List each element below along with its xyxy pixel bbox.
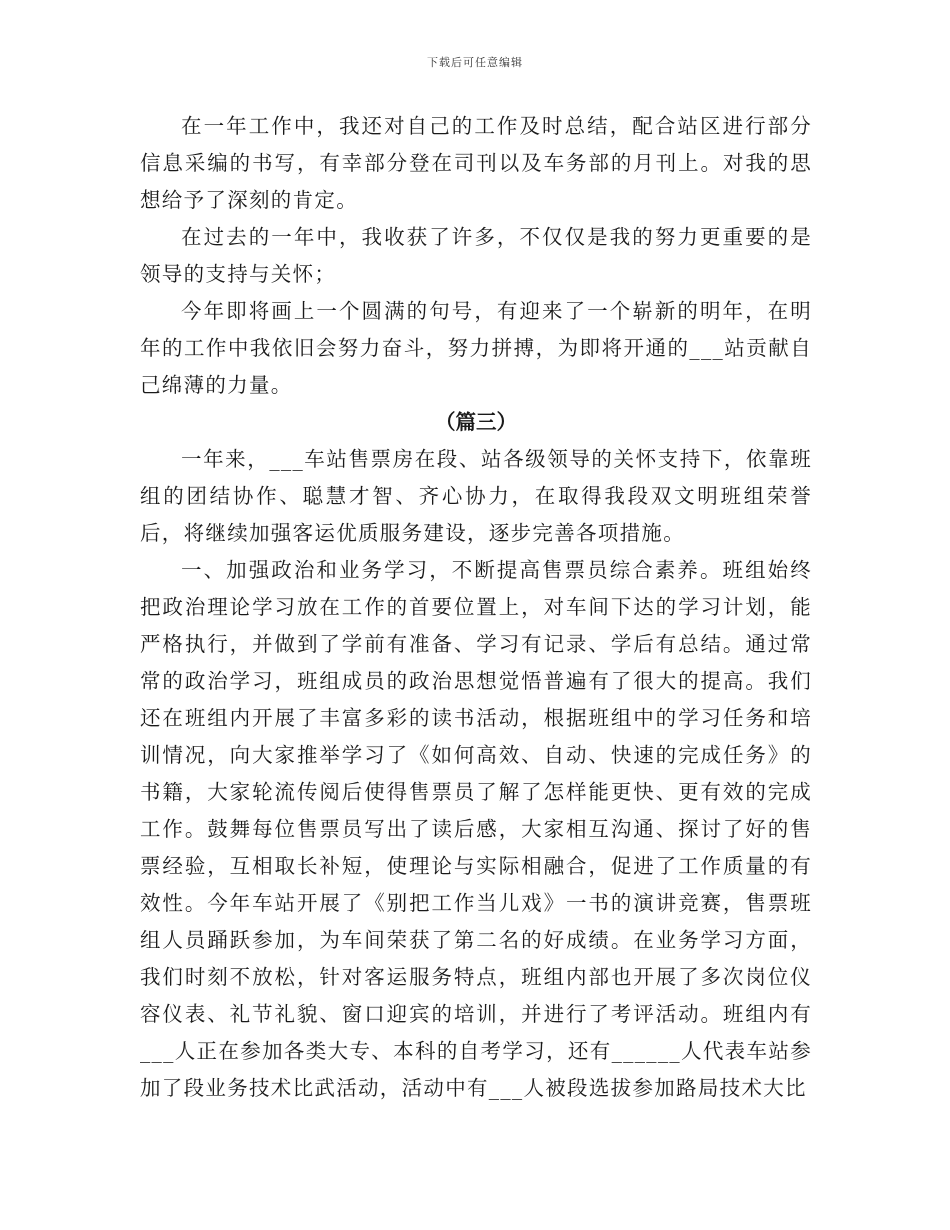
section-title: （篇三） bbox=[435, 410, 517, 434]
page-header: 下载后可任意编辑 bbox=[427, 56, 523, 69]
document-body bbox=[140, 108, 812, 1107]
paragraph-next-year: 今年即将画上一个圆满的句号，有迎来了一个崭新的明年，在明年的工作中我依旧会努力奋斗，努力拼搏，为即将开通的___站贡献自己绵薄的力量。 bbox=[140, 299, 812, 397]
paragraph-study: 一、加强政治和业务学习，不断提高售票员综合素养。班组始终把政治理论学习放在工作的首要位置上，对车间下达的学习计划，能严格执行，并做到了学前有准备、学习有记录、学后有总结。通过常常的政治学习，班组成员的政治思想觉悟普遍有了很大的提高。我们还在班组内开展了丰富多彩的读书活动，根据班组中的学习任务和培训情况，向大家推举学习了《如何高效、自动、快速的完成任务》的书籍，大家轮流传阅后使得售票员了解了怎样能更快、更有效的完成工作。鼓舞每位售票员写出了读后感，大家相互沟通、探讨了好的售票经验，互相取长补短，使理论与实际相融合，促进了工作质量的有效性。今年车站开展了《别把工作当儿戏》一书的演讲竞赛，售票班组人员踊跃参加，为车间荣获了第二名的好成绩。在业务学习方面，我们时刻不放松，针对客运服务特点，班组内部也开展了多次岗位仪容仪表、礼节礼貌、窗口迎宾的培训，并进行了考评活动。班组内有___人正在参加各类大专、本科的自考学习，还有______人代表车站参加了段业务技术比武活动，活动中有___人被段选拔参加路局技术大比 bbox=[140, 558, 812, 1100]
paragraph-intro: 一年来，___车站售票房在段、站各级领导的关怀支持下，依靠班组的团结协作、聪慧才智、齐心协力，在取得我段双文明班组荣誉后，将继续加强客运优质服务建设，逐步完善各项措施。 bbox=[140, 447, 812, 545]
paragraph-gains: 在过去的一年中，我收获了许多，不仅仅是我的努力更重要的是领导的支持与关怀； bbox=[140, 225, 812, 286]
paragraph-summary: 在一年工作中，我还对自己的工作及时总结，配合站区进行部分信息采编的书写，有幸部分登在司刊以及车务部的月刊上。对我的思想给予了深刻的肯定。 bbox=[140, 114, 812, 212]
